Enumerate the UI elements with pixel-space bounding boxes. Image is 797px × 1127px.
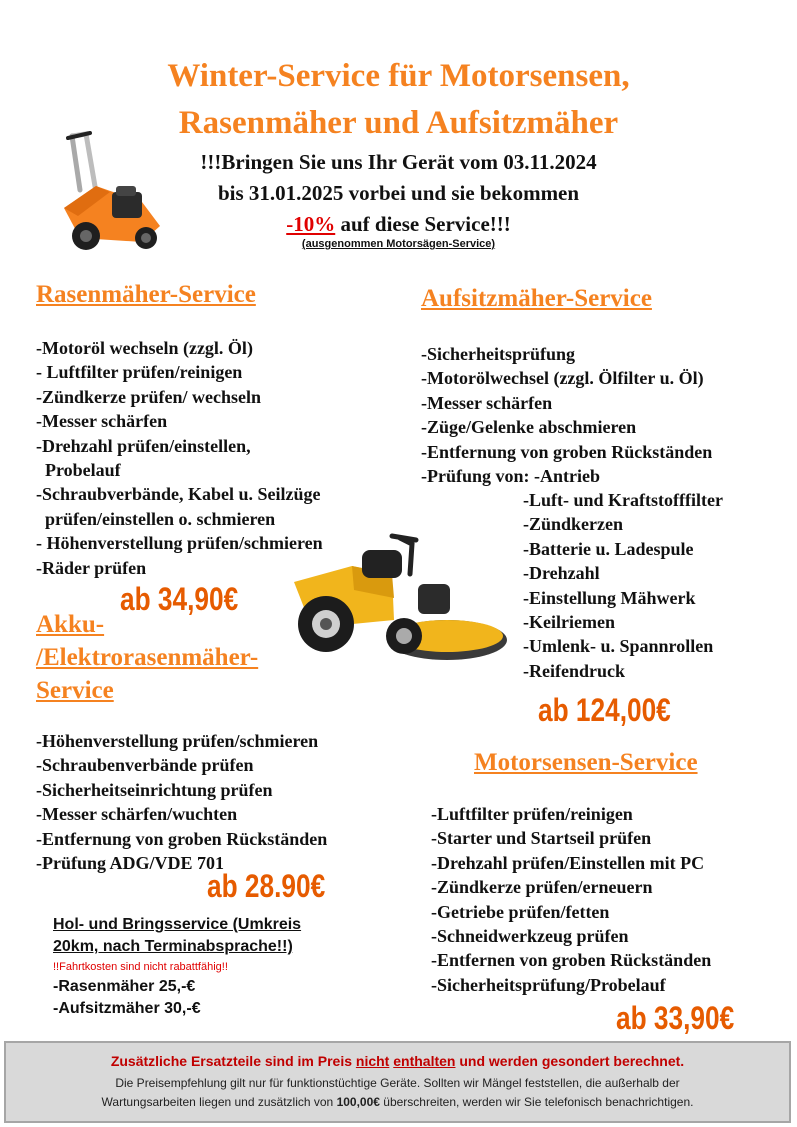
motorsensen-price: ab 33,90€	[616, 1000, 735, 1036]
list-item: -Zündkerze prüfen/erneuern	[431, 877, 653, 898]
motorsensen-service-title: Motorsensen-Service	[474, 749, 698, 776]
list-item: -Motoröl wechseln (zzgl. Öl)	[36, 338, 253, 358]
list-item: -Sicherheitsprüfung/Probelauf	[431, 974, 666, 995]
list-item: -Drehzahl prüfen/einstellen,	[36, 435, 251, 456]
rasenmaeher-price: ab 34,90€	[120, 581, 239, 617]
motorsensen-service-list	[431, 802, 711, 997]
list-item: -Schraubenverbände prüfen	[36, 755, 254, 776]
akku-service-list	[36, 729, 327, 875]
footer-line-3	[6, 1093, 789, 1112]
list-item: -Entfernung von groben Rückständen	[421, 441, 713, 462]
hol-note: !!Fahrtkosten sind nicht rabattfähig!!	[53, 961, 228, 973]
list-item: - Luftfilter prüfen/reinigen	[36, 362, 243, 383]
aufsitzmaeher-service-list	[421, 342, 712, 488]
list-item: -Züge/Gelenke abschmieren	[421, 417, 637, 438]
list-item: -Messer schärfen	[36, 411, 168, 432]
title-line-1: Winter-Service für Motorsensen,	[167, 58, 630, 94]
list-item: -Sicherheitseinrichtung prüfen	[36, 779, 273, 800]
list-item: -Schraubverbände, Kabel u. Seilzüge	[36, 484, 321, 505]
list-item: -Motorölwechsel (zzgl. Ölfilter u. Öl)	[421, 368, 704, 389]
list-item: -Zündkerze prüfen/ wechseln	[36, 386, 261, 407]
list-item: -Starter und Startseil prüfen	[431, 828, 652, 849]
rasenmaeher-service-title: Rasenmäher-Service	[36, 281, 256, 308]
list-item: -Drehzahl	[523, 563, 600, 584]
footer-line-1	[6, 1053, 789, 1069]
list-item: -Getriebe prüfen/fetten	[431, 901, 610, 922]
list-item: -Luftfilter prüfen/reinigen	[431, 804, 633, 824]
aufsitzmaeher-pruefung-sublist	[523, 488, 723, 683]
hol-item-rasenmaeher: -Rasenmäher 25,-€	[53, 978, 196, 995]
list-item: -Entfernen von groben Rückständen	[431, 950, 712, 971]
akku-price: ab 28.90€	[207, 868, 326, 904]
hol-line-1: Hol- und Bringsservice (Umkreis	[53, 916, 302, 933]
footer-notice	[4, 1041, 791, 1123]
list-item: -Drehzahl prüfen/Einstellen mit PC	[431, 852, 705, 873]
list-item: -Messer schärfen/wuchten	[36, 804, 238, 825]
aufsitzmaeher-price: ab 124,00€	[538, 692, 671, 728]
list-item: -Prüfung ADG/VDE 701	[36, 853, 225, 874]
footer-line-3-b: überschreiten, werden wir Sie telefonisch benachrichtigen.	[379, 1095, 694, 1109]
footer-nicht: nicht	[355, 1053, 390, 1069]
list-item: -Umlenk- u. Spannrollen	[523, 636, 714, 657]
list-item: -Räder prüfen	[36, 557, 147, 578]
akku-service-title-line-2: /Elektrorasenmäher-	[36, 644, 259, 671]
footer-line-3-a: Wartungsarbeiten liegen und zusätzlich von	[101, 1095, 337, 1109]
list-item: - Höhenverstellung prüfen/schmieren	[36, 533, 323, 554]
list-item: -Prüfung von: -Antrieb	[421, 466, 600, 487]
list-item: -Sicherheitsprüfung	[421, 344, 576, 364]
list-item: -Messer schärfen	[421, 392, 553, 413]
akku-service-title-line-1: Akku-	[36, 611, 105, 638]
promo-line-3-rest: auf diese Service!!!	[335, 212, 511, 236]
hol-item-aufsitzmaeher: -Aufsitzmäher 30,-€	[53, 1000, 201, 1017]
promo-line-2: bis 31.01.2025 vorbei und sie bekommen	[217, 181, 580, 205]
promo-line-1: !!!Bringen Sie uns Ihr Gerät vom 03.11.2024	[200, 150, 597, 174]
list-item: -Zündkerzen	[523, 514, 624, 535]
list-item: Probelauf	[36, 460, 121, 481]
list-item: -Reifendruck	[523, 660, 625, 681]
footer-line-2: Die Preisempfehlung gilt nur für funktionstüchtige Geräte. Sollten wir Mängel feststellen, die außerhalb der	[115, 1076, 680, 1090]
footer-amount: 100,00€	[336, 1095, 380, 1109]
list-item: -Keilriemen	[523, 612, 615, 633]
footer-line-1-a: Zusätzliche Ersatzteile sind im Preis	[110, 1053, 356, 1069]
aufsitzmaeher-service-title: Aufsitzmäher-Service	[421, 285, 652, 312]
ride-on-mower-image	[282, 528, 522, 678]
footer-enthalten: enthalten	[393, 1053, 456, 1069]
discount-percent: -10%	[286, 212, 336, 236]
hol-bring-service	[53, 914, 301, 1020]
footer-disclaimer	[6, 1074, 789, 1112]
list-item: -Schneidwerkzeug prüfen	[431, 926, 629, 947]
hol-line-2: 20km, nach Terminabsprache!!)	[53, 938, 293, 955]
list-item: -Entfernung von groben Rückständen	[36, 828, 328, 849]
akku-service-title-line-3: Service	[36, 677, 114, 704]
promo-exclusion-note: (ausgenommen Motorsägen-Service)	[301, 238, 496, 250]
lawn-mower-image	[50, 130, 170, 260]
list-item: -Luft- und Kraftstofffilter	[523, 490, 723, 510]
footer-line-1-b: und werden gesondert berechnet.	[455, 1053, 685, 1069]
list-item: -Höhenverstellung prüfen/schmieren	[36, 731, 319, 751]
list-item: -Einstellung Mähwerk	[523, 587, 696, 608]
list-item: -Batterie u. Ladespule	[523, 538, 694, 559]
list-item: prüfen/einstellen o. schmieren	[36, 508, 276, 529]
title-line-2: Rasenmäher und Aufsitzmäher	[178, 105, 619, 141]
rasenmaeher-service-list	[36, 336, 323, 580]
